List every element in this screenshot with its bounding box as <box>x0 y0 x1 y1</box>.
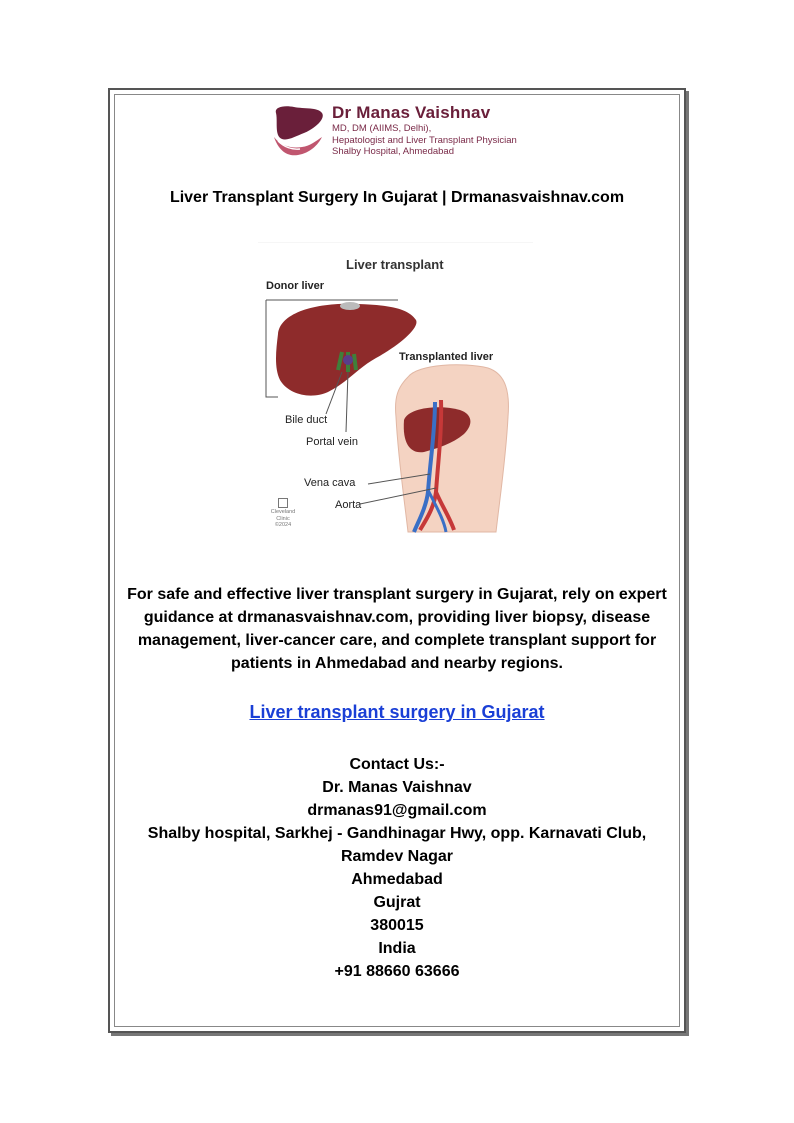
credit-year: ©2024 <box>274 522 292 528</box>
contact-heading: Contact Us:- <box>349 756 445 773</box>
contact-state: Gujrat <box>373 894 421 911</box>
portal-vein-label: Portal vein <box>306 436 358 448</box>
contact-country: India <box>378 940 416 957</box>
contact-email: drmanas91@gmail.com <box>307 802 487 819</box>
contact-block <box>118 753 676 983</box>
cleveland-clinic-logo-icon <box>278 498 288 508</box>
credit-org-line2: Clinic <box>276 515 290 522</box>
liver-transplant-illustration <box>258 242 533 542</box>
logo-specialty: Hepatologist and Liver Transplant Physician <box>332 134 517 146</box>
header-logo <box>270 103 540 163</box>
aorta-label: Aorta <box>335 499 362 511</box>
bile-duct-label: Bile duct <box>285 414 328 426</box>
liver-hand-icon <box>270 103 328 161</box>
transplanted-liver-label: Transplanted liver <box>399 351 494 363</box>
logo-credentials: MD, DM (AIIMS, Delhi), <box>332 123 432 134</box>
page-title: Liver Transplant Surgery In Gujarat | Drmanasvaishnav.com <box>169 189 625 206</box>
contact-phone: +91 88660 63666 <box>334 963 460 980</box>
description-paragraph: For safe and effective liver transplant surgery in Gujarat, rely on expert guidance at drmanasvaishnav.com, providing liver biopsy, disease management, liver-cancer care, and complete transplant support for patients in Ahmedabad and nearby regions. <box>127 586 667 672</box>
figure-title: Liver transplant <box>346 257 444 272</box>
cleveland-clinic-credit <box>270 498 296 529</box>
contact-address-line2: Ramdev Nagar <box>340 848 454 865</box>
logo-name: Dr Manas Vaishnav <box>332 103 491 122</box>
credit-org-line1: Cleveland <box>270 509 296 515</box>
contact-name: Dr. Manas Vaishnav <box>322 779 472 796</box>
logo-hospital: Shalby Hospital, Ahmedabad <box>332 146 454 157</box>
donor-liver-label: Donor liver <box>266 280 325 292</box>
liver-transplant-link[interactable]: Liver transplant surgery in Gujarat <box>249 702 545 722</box>
contact-city: Ahmedabad <box>351 871 443 888</box>
contact-pincode: 380015 <box>370 917 424 934</box>
vena-cava-label: Vena cava <box>304 477 356 489</box>
contact-address-line1: Shalby hospital, Sarkhej - Gandhinagar Hwy, opp. Karnavati Club, <box>147 825 647 842</box>
